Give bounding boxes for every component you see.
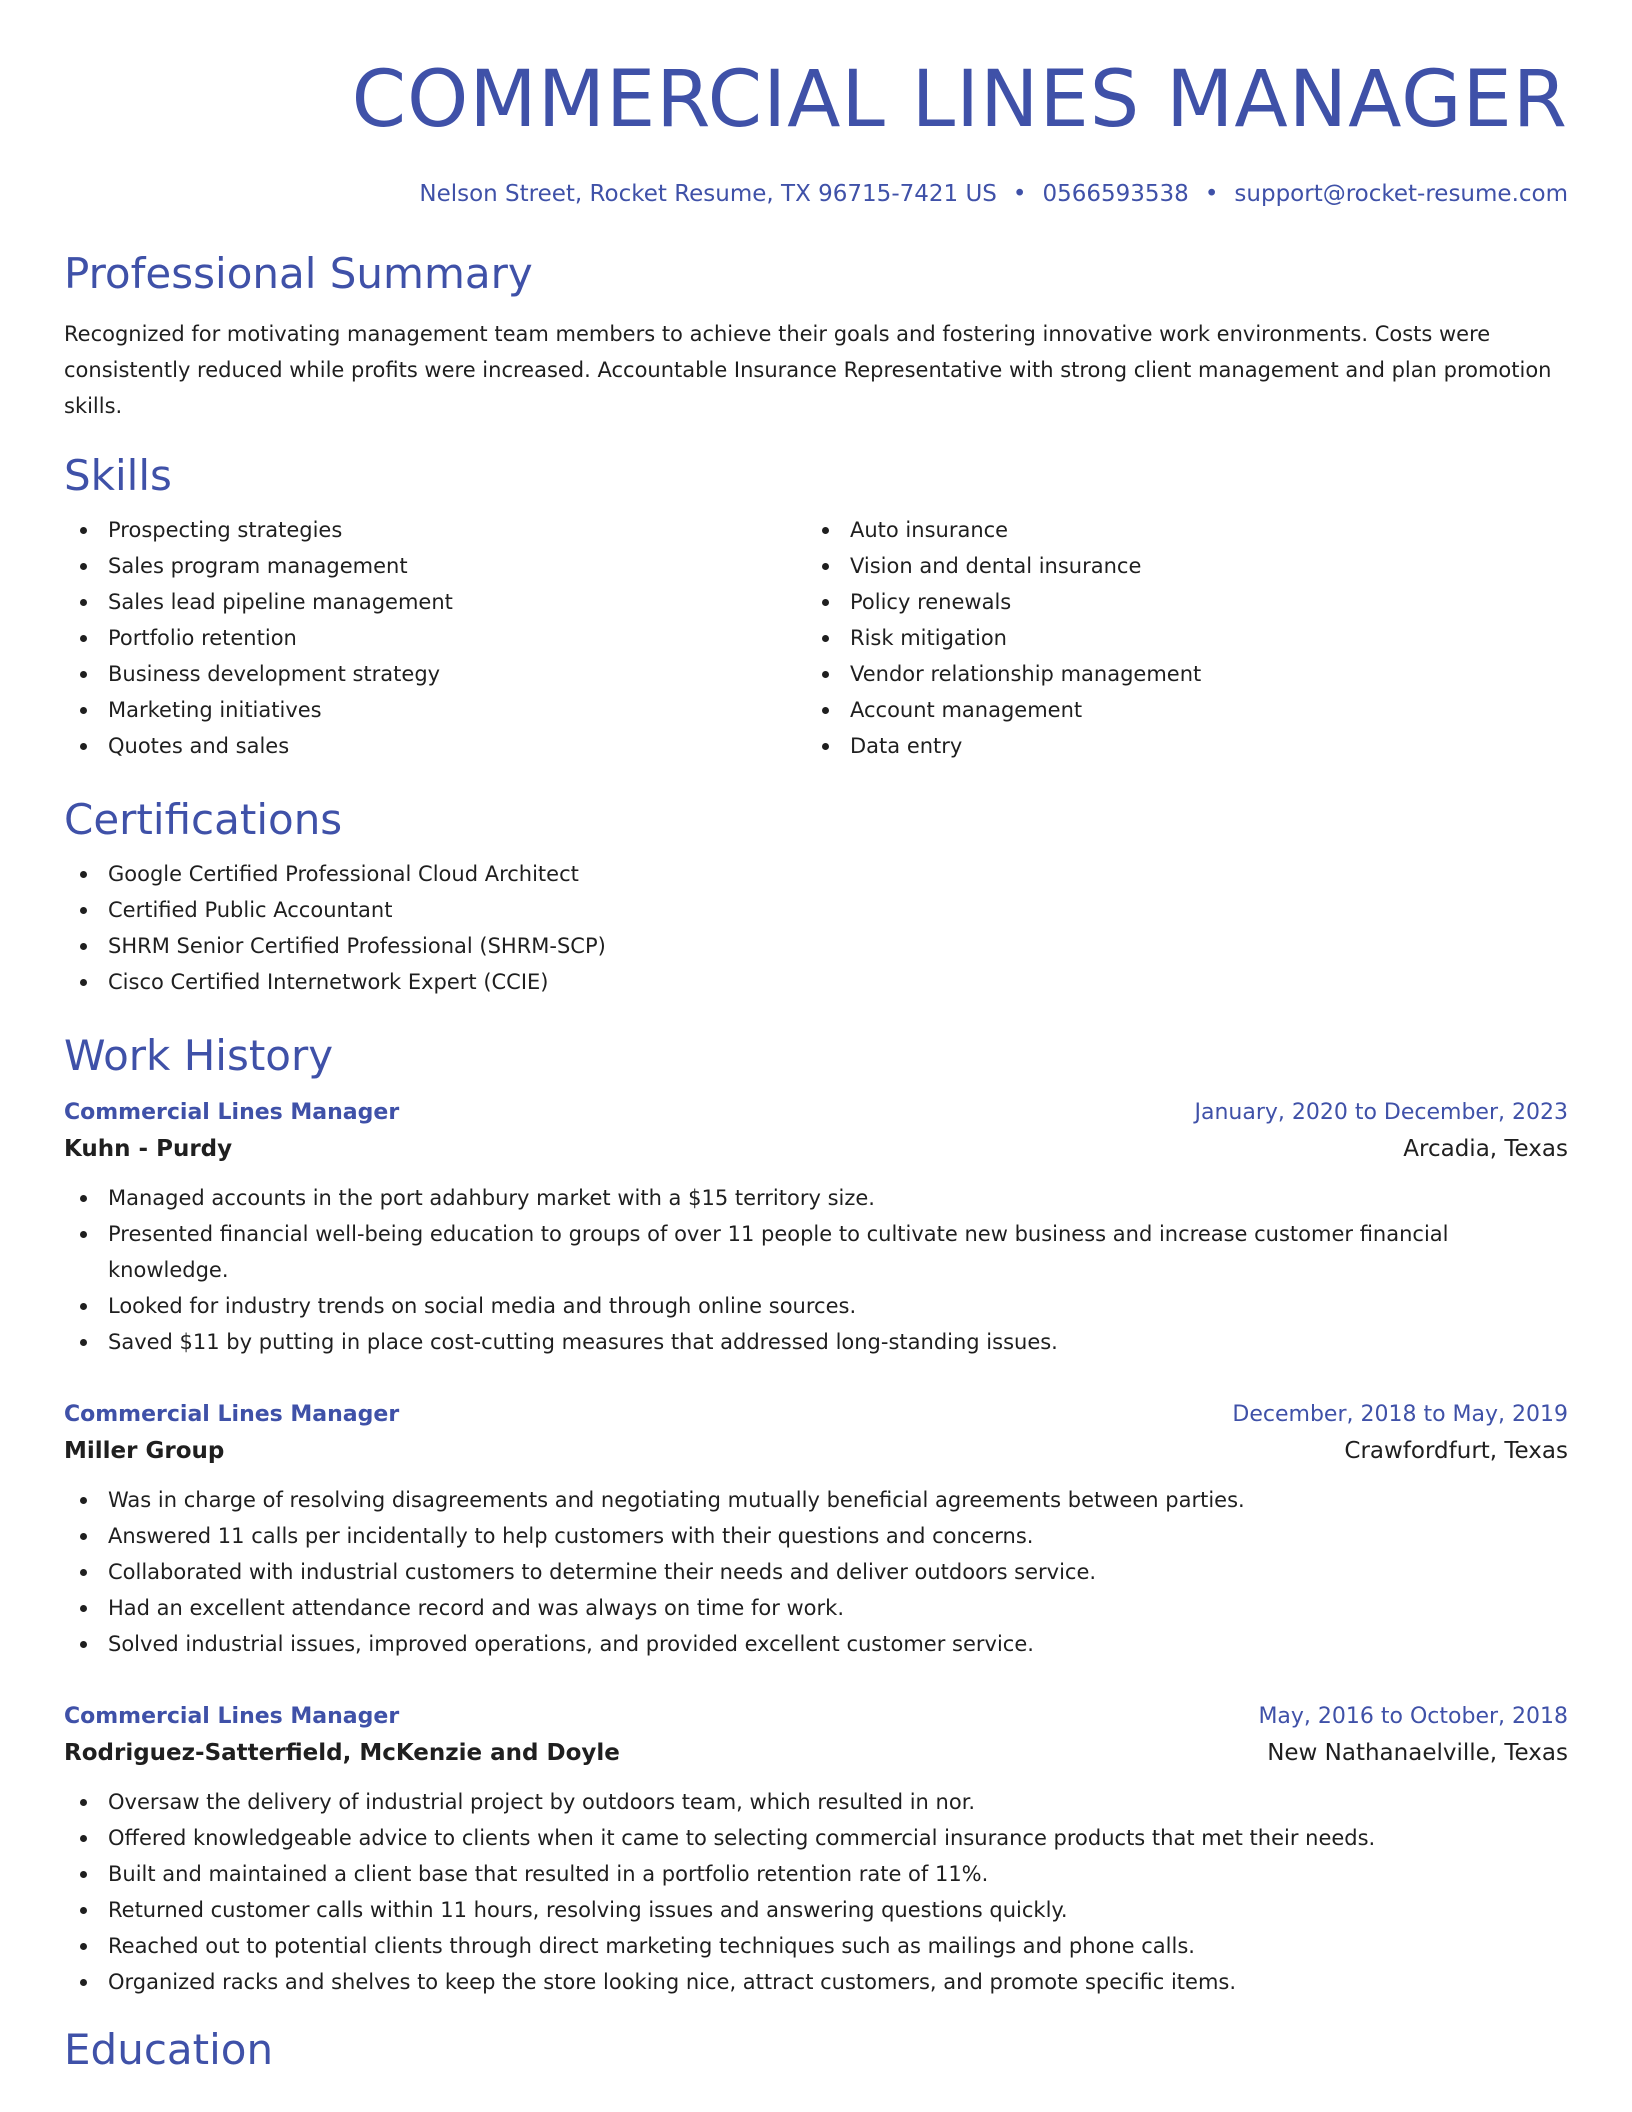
skill-item: Quotes and sales (64, 728, 806, 764)
skill-item: Marketing initiatives (64, 692, 806, 728)
certification-item: Certified Public Accountant (64, 892, 1568, 928)
job-bullet-list (64, 1784, 1568, 2000)
resume-title: COMMERCIAL LINES MANAGER (351, 55, 1568, 145)
section-heading-certifications: Certifications (64, 795, 343, 844)
skill-item: Data entry (806, 728, 1548, 764)
certifications-list (64, 856, 1568, 1000)
job-header-row (64, 1096, 1568, 1130)
skill-item: Business development strategy (64, 656, 806, 692)
job-bullet: Organized racks and shelves to keep the store looking nice, attract customers, and promote specific items. (64, 1964, 1568, 2000)
job-bullet: Collaborated with industrial customers to determine their needs and deliver outdoors service. (64, 1554, 1568, 1590)
job-dates: May, 2016 to October, 2018 (1258, 1704, 1568, 1729)
summary-text: Recognized for motivating management team members to achieve their goals and fostering innovative work environments. Costs were consistently reduced while profits were increased. Accountable Insurance Representative with strong client management and plan promotion skills. (64, 322, 1552, 418)
job-company-row (64, 1432, 1568, 1470)
job-bullet-list (64, 1482, 1568, 1662)
job-bullet: Saved $11 by putting in place cost-cutting measures that addressed long-standing issues. (64, 1324, 1568, 1360)
job-title: Commercial Lines Manager (64, 1704, 400, 1729)
contact-separator: • (1012, 181, 1027, 207)
job-bullet: Managed accounts in the port adahbury market with a $15 territory size. (64, 1180, 1568, 1216)
job-dates: December, 2018 to May, 2019 (1232, 1402, 1568, 1427)
section-heading-education: Education (64, 2025, 274, 2074)
job-location: Crawfordfurt, Texas (1344, 1438, 1568, 1464)
certification-item: Cisco Certified Internetwork Expert (CCIE) (64, 964, 1568, 1000)
job-dates: January, 2020 to December, 2023 (1194, 1100, 1568, 1125)
skill-item: Risk mitigation (806, 620, 1548, 656)
job-bullet: Looked for industry trends on social media and through online sources. (64, 1288, 1568, 1324)
job-entry (64, 1096, 1568, 1360)
resume-page (64, 0, 1568, 2076)
job-company-row (64, 1734, 1568, 1772)
job-title: Commercial Lines Manager (64, 1402, 400, 1427)
job-company-row (64, 1130, 1568, 1168)
contact-separator: • (1204, 181, 1219, 207)
job-bullet: Presented financial well-being education to groups of over 11 people to cultivate new business and increase customer financial knowledge. (64, 1216, 1568, 1288)
skill-item: Vision and dental insurance (806, 548, 1548, 584)
skills-list-left (64, 512, 806, 764)
job-header-row (64, 1398, 1568, 1432)
skills-column-right (806, 512, 1548, 764)
skill-item: Sales program management (64, 548, 806, 584)
job-bullet: Was in charge of resolving disagreements and negotiating mutually beneficial agreements between parties. (64, 1482, 1568, 1518)
certification-item: SHRM Senior Certified Professional (SHRM-SCP) (64, 928, 1568, 964)
job-bullet: Solved industrial issues, improved operations, and provided excellent customer service. (64, 1626, 1568, 1662)
section-heading-work-history: Work History (64, 1031, 334, 1080)
job-entry (64, 1398, 1568, 1662)
skills-list-right (806, 512, 1548, 764)
job-entry (64, 1700, 1568, 2000)
job-bullet: Oversaw the delivery of industrial project by outdoors team, which resulted in nor. (64, 1784, 1568, 1820)
job-title: Commercial Lines Manager (64, 1100, 400, 1125)
section-heading-skills: Skills (64, 451, 172, 500)
job-company: Miller Group (64, 1438, 225, 1464)
job-bullet: Answered 11 calls per incidentally to help customers with their questions and concerns. (64, 1518, 1568, 1554)
contact-line (64, 178, 1568, 210)
job-bullet: Reached out to potential clients through direct marketing techniques such as mailings and phone calls. (64, 1928, 1568, 1964)
skill-item: Portfolio retention (64, 620, 806, 656)
job-company: Rodriguez-Satterfield, McKenzie and Doyle (64, 1740, 620, 1766)
skill-item: Auto insurance (806, 512, 1548, 548)
section-heading-summary: Professional Summary (64, 249, 533, 298)
job-header-row (64, 1700, 1568, 1734)
contact-email: support@rocket-resume.com (1234, 181, 1568, 207)
job-bullet-list (64, 1180, 1568, 1360)
certification-item: Google Certified Professional Cloud Architect (64, 856, 1568, 892)
skill-item: Sales lead pipeline management (64, 584, 806, 620)
skill-item: Vendor relationship management (806, 656, 1548, 692)
skill-item: Policy renewals (806, 584, 1548, 620)
job-bullet: Returned customer calls within 11 hours, resolving issues and answering questions quickly. (64, 1892, 1568, 1928)
job-bullet: Had an excellent attendance record and was always on time for work. (64, 1590, 1568, 1626)
skills-column-left (64, 512, 806, 764)
contact-phone: 0566593538 (1042, 181, 1189, 207)
contact-address: Nelson Street, Rocket Resume, TX 96715-7421 US (419, 181, 997, 207)
job-location: New Nathanaelville, Texas (1267, 1740, 1568, 1766)
skill-item: Account management (806, 692, 1548, 728)
skill-item: Prospecting strategies (64, 512, 806, 548)
job-bullet: Built and maintained a client base that resulted in a portfolio retention rate of 11%. (64, 1856, 1568, 1892)
skills-columns (64, 512, 1568, 764)
job-company: Kuhn - Purdy (64, 1136, 233, 1162)
job-location: Arcadia, Texas (1403, 1136, 1568, 1162)
job-bullet: Offered knowledgeable advice to clients when it came to selecting commercial insurance products that met their needs. (64, 1820, 1568, 1856)
